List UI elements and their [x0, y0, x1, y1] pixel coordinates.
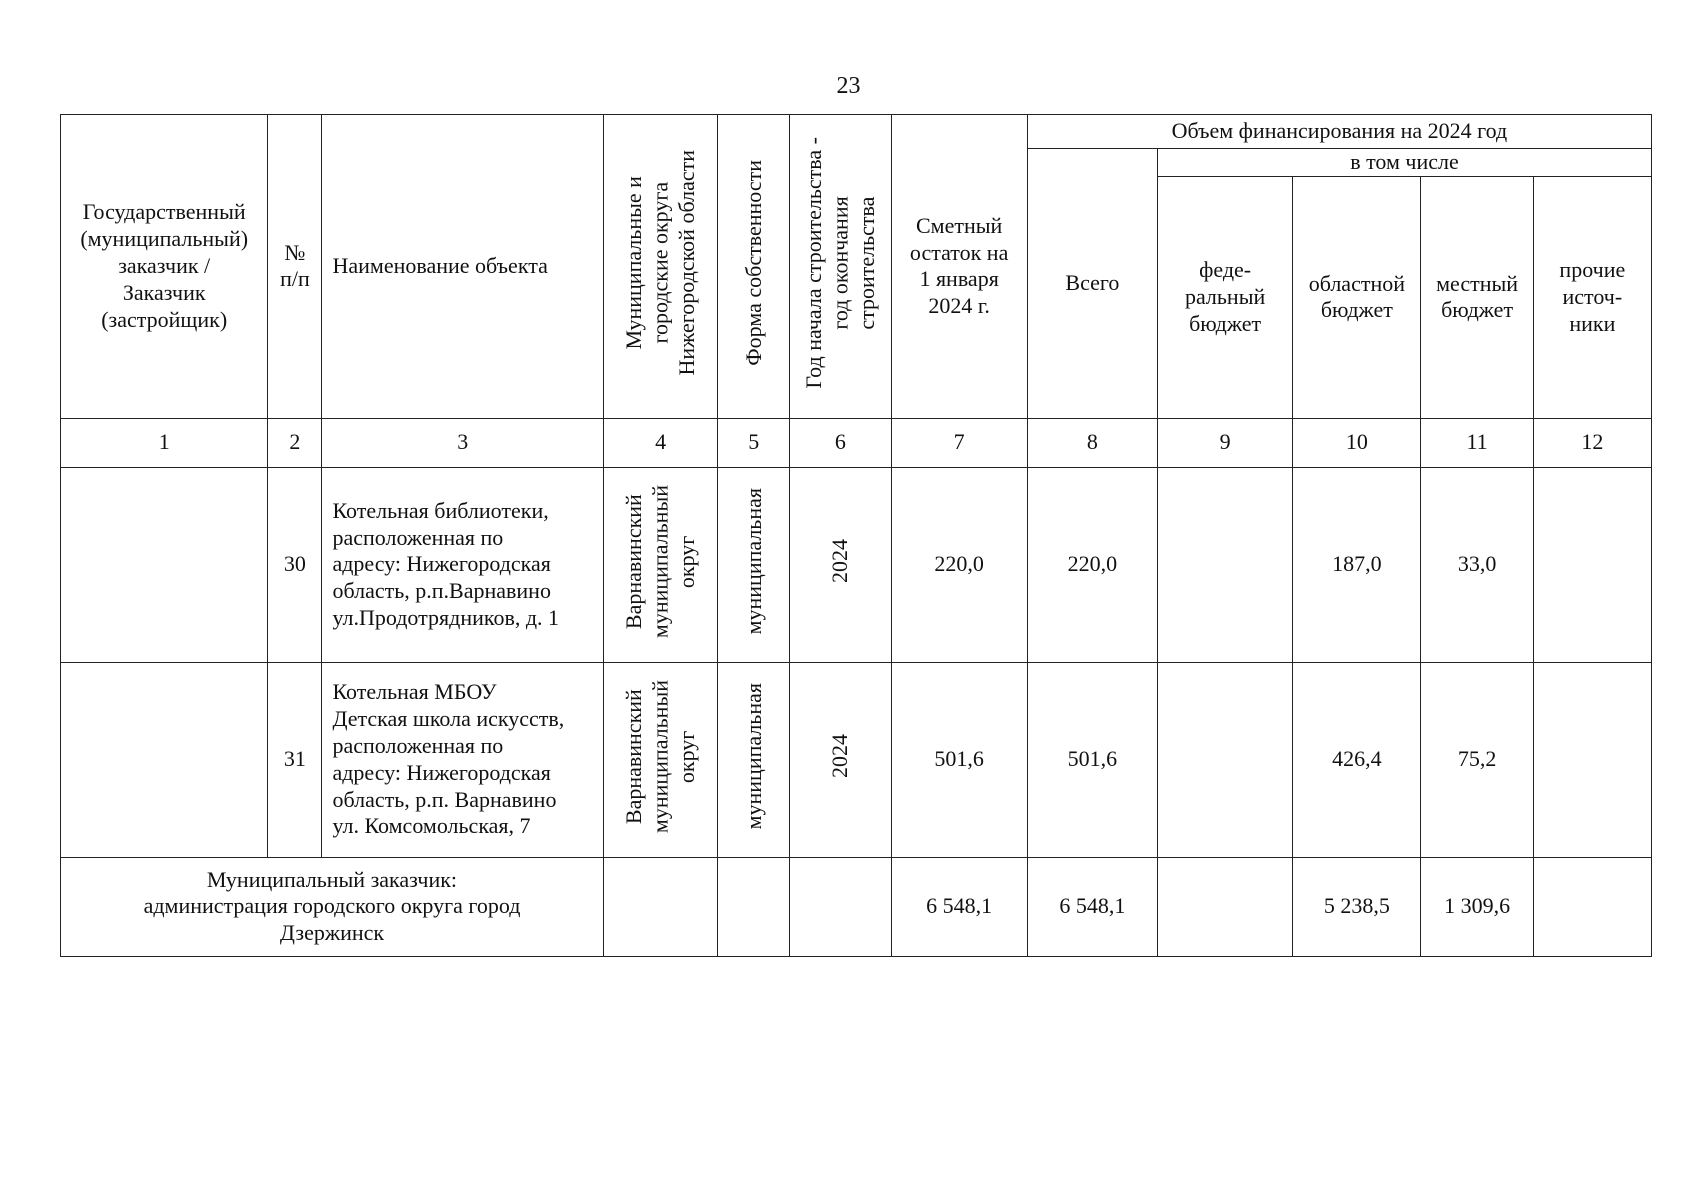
header-num: № п/п [268, 115, 322, 419]
cell-estimate: 501,6 [891, 662, 1027, 857]
total-label: Муниципальный заказчик: администрация городского округа город Дзержинск [61, 857, 604, 956]
cell-ownership: муниципальная [718, 467, 790, 662]
cell-estimate: 220,0 [891, 467, 1027, 662]
total-estimate: 6 548,1 [891, 857, 1027, 956]
column-number: 10 [1293, 418, 1421, 467]
cell-customer [61, 662, 268, 857]
cell-federal [1157, 662, 1292, 857]
cell-district: Варнавинский муниципальный округ [603, 467, 717, 662]
column-number: 6 [790, 418, 891, 467]
column-number: 7 [891, 418, 1027, 467]
table-row [61, 662, 1652, 857]
cell-customer [61, 467, 268, 662]
column-number: 3 [322, 418, 604, 467]
column-number: 8 [1027, 418, 1157, 467]
header-years: Год начала строительства - год окончания строительства [790, 115, 891, 419]
header-funding-group: Объем финансирования на 2024 год [1027, 115, 1651, 149]
header-estimate: Сметный остаток на 1 января 2024 г. [891, 115, 1027, 419]
financing-table [60, 114, 1652, 957]
cell-year: 2024 [790, 467, 891, 662]
cell-total: 220,0 [1027, 467, 1157, 662]
total-other [1533, 857, 1651, 956]
total-local: 1 309,6 [1421, 857, 1533, 956]
cell-object-name: Котельная МБОУ Детская школа искусств, расположенная по адресу: Нижегородская область, р.п. Варнавино ул. Комсомольская, 7 [322, 662, 604, 857]
cell-ownership: муниципальная [718, 662, 790, 857]
header-federal: феде- ральный бюджет [1157, 176, 1292, 418]
column-number: 9 [1157, 418, 1292, 467]
cell-district: Варнавинский муниципальный округ [603, 662, 717, 857]
header-total: Всего [1027, 149, 1157, 419]
cell-federal [1157, 467, 1292, 662]
total-row [61, 857, 1652, 956]
column-number: 4 [603, 418, 717, 467]
table-row [61, 467, 1652, 662]
cell-year: 2024 [790, 662, 891, 857]
cell-total: 501,6 [1027, 662, 1157, 857]
cell-regional: 426,4 [1293, 662, 1421, 857]
column-number-row [61, 418, 1652, 467]
header-object-name: Наименование объекта [322, 115, 604, 419]
column-number: 1 [61, 418, 268, 467]
total-empty-cell [718, 857, 790, 956]
header-customer: Государственный (муниципальный) заказчик / Заказчик (застройщик) [61, 115, 268, 419]
cell-local: 33,0 [1421, 467, 1533, 662]
cell-local: 75,2 [1421, 662, 1533, 857]
header-other: прочие источ- ники [1533, 176, 1651, 418]
cell-num: 30 [268, 467, 322, 662]
total-total: 6 548,1 [1027, 857, 1157, 956]
page-number: 23 [836, 73, 861, 99]
header-ownership: Форма собственности [718, 115, 790, 419]
header-districts: Муниципальные и городские округа Нижегородской области [603, 115, 717, 419]
column-number: 5 [718, 418, 790, 467]
cell-regional: 187,0 [1293, 467, 1421, 662]
header-regional: областной бюджет [1293, 176, 1421, 418]
cell-other [1533, 662, 1651, 857]
total-federal [1157, 857, 1292, 956]
header-including: в том числе [1157, 149, 1651, 177]
header-local: местный бюджет [1421, 176, 1533, 418]
total-empty-cell [790, 857, 891, 956]
column-number: 11 [1421, 418, 1533, 467]
column-number: 2 [268, 418, 322, 467]
cell-num: 31 [268, 662, 322, 857]
cell-object-name: Котельная библиотеки, расположенная по адресу: Нижегородская область, р.п.Варнавино ул.Продотрядников, д. 1 [322, 467, 604, 662]
total-regional: 5 238,5 [1293, 857, 1421, 956]
column-number: 12 [1533, 418, 1651, 467]
total-empty-cell [603, 857, 717, 956]
header-row [61, 115, 1652, 149]
cell-other [1533, 467, 1651, 662]
